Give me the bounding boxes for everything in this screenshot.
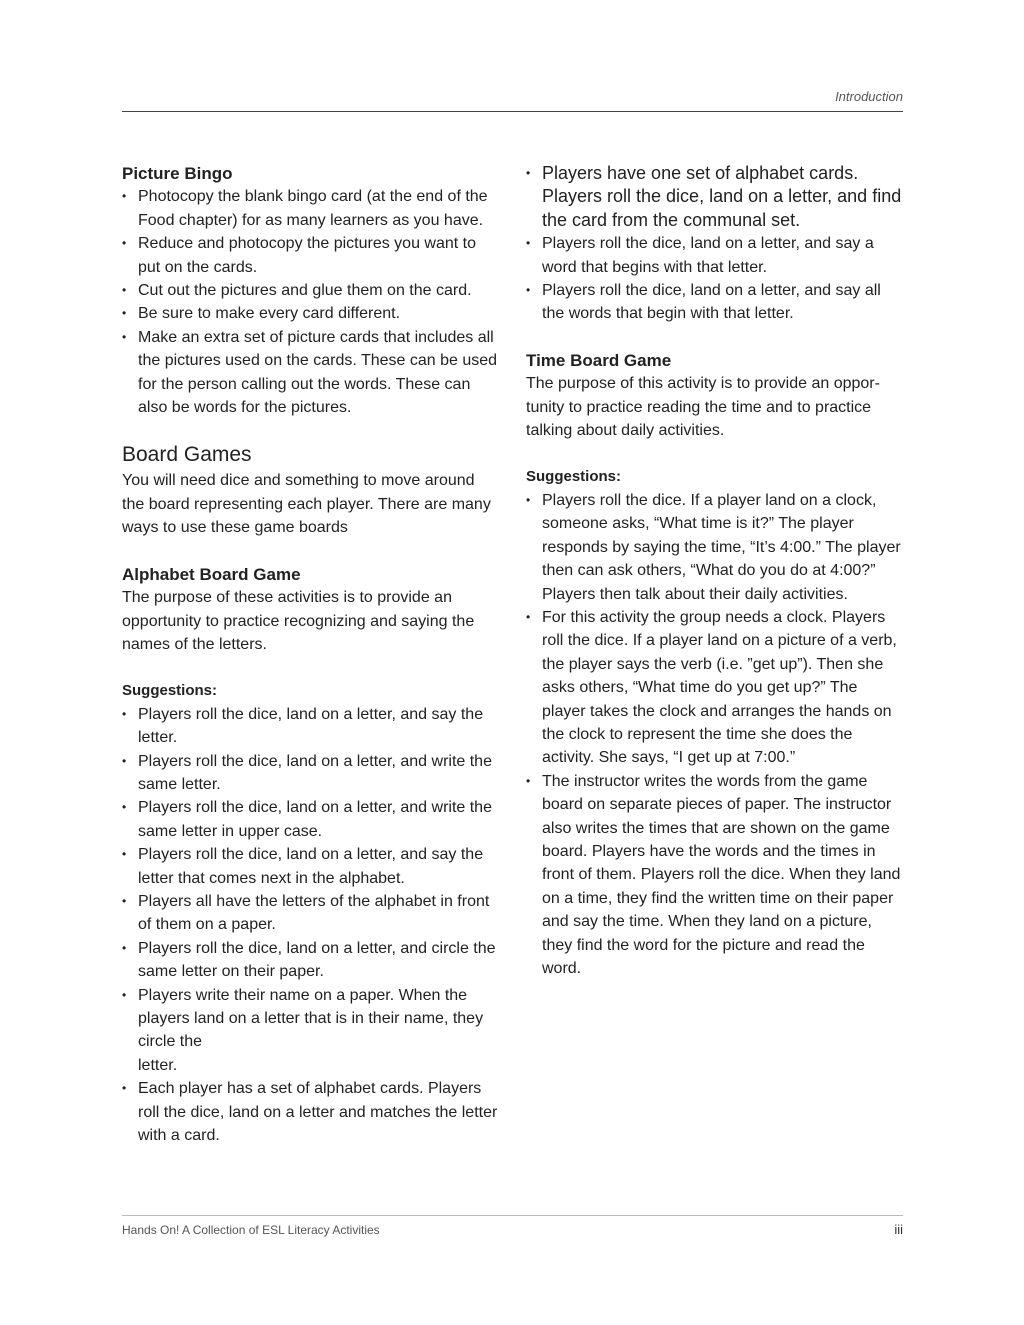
- list-item: • Be sure to make every card different.: [122, 302, 500, 325]
- alphabet-suggestions-list: [122, 703, 500, 1148]
- picture-bingo-heading: Picture Bingo: [122, 164, 233, 183]
- footer-title: Hands On! A Collection of ESL Literacy Activities: [122, 1223, 380, 1237]
- list-item: • For this activity the group needs a clock. Players roll the dice. If a player land on a picture of a verb, the player says the verb (i.e. ”get up”). Then she asks others, “What time do you get up?” The player takes the clock and arranges the hands on the clock to represent the time she does the activity. She says, “I get up at 7:00.”: [526, 606, 904, 770]
- right-column: [526, 162, 904, 980]
- left-column: [122, 162, 500, 1147]
- suggestions-label: Suggestions:: [526, 468, 622, 486]
- alphabet-suggestions-continued: [526, 162, 904, 232]
- list-item: • Players roll the dice, land on a letter, and write the same letter.: [122, 750, 500, 797]
- list-item: • Players all have the letters of the alphabet in front of them on a paper.: [122, 890, 500, 937]
- list-item: • Players have one set of alphabet cards. Players roll the dice, land on a letter, and find the card from the communal set.: [526, 162, 904, 232]
- alphabet-game-heading: Alphabet Board Game: [122, 564, 301, 584]
- alphabet-game-text: The purpose of these activities is to provide an opportunity to practice recognizing and saying the names of the letters.: [122, 589, 475, 653]
- alphabet-suggestions-continued-2: [526, 232, 904, 326]
- list-item: • Photocopy the blank bingo card (at the end of the Food chapter) for as many learners as you have.: [122, 185, 500, 232]
- list-item: • Players roll the dice, land on a letter, and say the letter that comes next in the alphabet.: [122, 843, 500, 890]
- list-item: • Players write their name on a paper. When the players land on a letter that is in their name, they circle the letter.: [122, 984, 500, 1078]
- list-item: • Cut out the pictures and glue them on the card.: [122, 279, 500, 302]
- list-item: • Players roll the dice, land on a letter, and circle the same letter on their paper.: [122, 937, 500, 984]
- picture-bingo-list: [122, 185, 500, 419]
- list-item: • Reduce and photocopy the pictures you want to put on the cards.: [122, 232, 500, 279]
- list-item: • Players roll the dice, land on a letter, and write the same letter in upper case.: [122, 796, 500, 843]
- time-game-heading: Time Board Game: [526, 350, 672, 370]
- list-item: • Each player has a set of alphabet cards. Players roll the dice, land on a letter and matches the letter with a card.: [122, 1077, 500, 1147]
- running-header: Introduction: [835, 89, 903, 104]
- list-item: • The instructor writes the words from the game board on separate pieces of paper. The instructor also writes the times that are shown on the game board. Players have the words and the times in front of them. Players roll the dice. When they land on a time, they find the written time on their paper and say the time. When they land on a picture, they find the word for the picture and read the word.: [526, 770, 904, 981]
- list-item: • Players roll the dice. If a player land on a clock, someone asks, “What time is it?” The player responds by saying the time, “It’s 4:00.” The player then can ask others, “What do you do at 4:00?” Players then talk about their daily activities.: [526, 489, 904, 606]
- board-games-text: You will need dice and something to move around the board representing each player. There are many ways to use these game boards: [122, 472, 491, 537]
- header-rule: [122, 111, 903, 112]
- time-suggestions-list: [526, 489, 904, 981]
- page-number: iii: [894, 1222, 903, 1237]
- suggestions-label: Suggestions:: [122, 682, 218, 700]
- list-item: • Players roll the dice, land on a letter, and say all the words that begin with that letter.: [526, 279, 904, 326]
- footer-rule: [122, 1215, 903, 1216]
- list-item: • Make an extra set of picture cards that includes all the pictures used on the cards. These can be used for the person calling out the words. These can also be words for the pictures.: [122, 326, 500, 420]
- list-item: • Players roll the dice, land on a letter, and say a word that begins with that letter.: [526, 232, 904, 279]
- list-item: • Players roll the dice, land on a letter, and say the letter.: [122, 703, 500, 750]
- board-games-heading: Board Games: [122, 443, 252, 467]
- time-game-text: The purpose of this activity is to provide an oppor-tunity to practice reading the time and to practice talking about daily activities.: [526, 375, 880, 440]
